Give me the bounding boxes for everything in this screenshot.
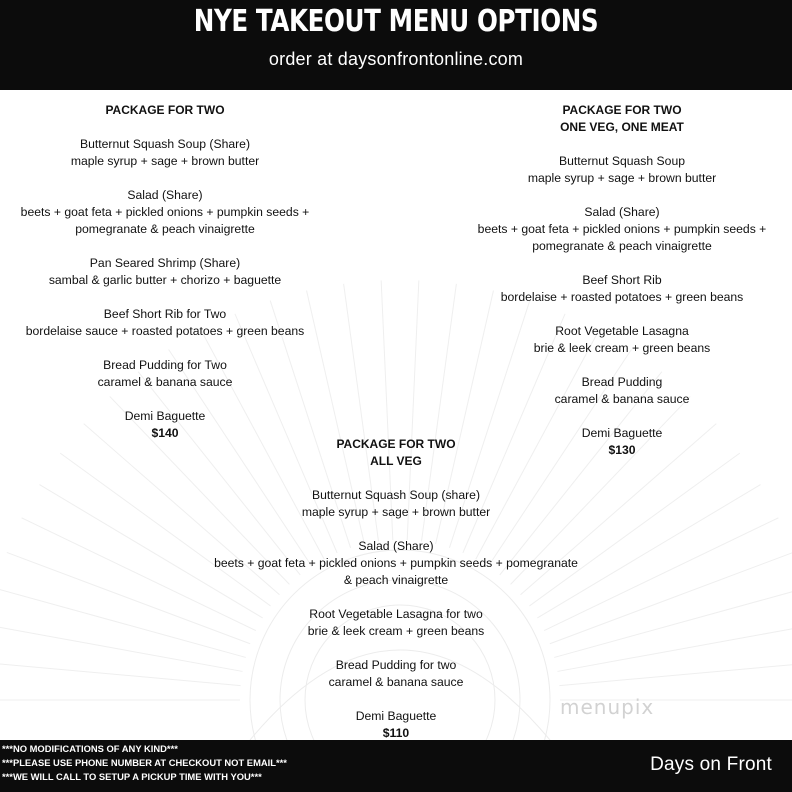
package-heading: ALL VEG bbox=[370, 454, 422, 468]
note-line: ***NO MODIFICATIONS OF ANY KIND*** bbox=[2, 743, 178, 754]
header-banner bbox=[0, 0, 792, 90]
menu-item-description: caramel & banana sauce bbox=[554, 392, 690, 406]
brand-name: Days on Front bbox=[650, 754, 772, 775]
menu-item-description: sambal & garlic butter + chorizo + baguette bbox=[48, 273, 282, 287]
menu-item-name: Beef Short Rib bbox=[582, 273, 662, 287]
package-price: $140 bbox=[151, 426, 179, 440]
menu-item-name: Beef Short Rib for Two bbox=[103, 307, 227, 321]
package-heading: PACKAGE FOR TWO bbox=[105, 103, 225, 117]
menu-item-description: beets + goat feta + pickled onions + pumpkin seeds + bbox=[477, 222, 767, 236]
menu-item-description: beets + goat feta + pickled onions + pumpkin seeds + pomegranate bbox=[214, 556, 578, 570]
page-title: NYE TAKEOUT MENU OPTIONS bbox=[193, 4, 599, 39]
menu-item-name: Pan Seared Shrimp (Share) bbox=[89, 256, 241, 270]
menu-item-name: Demi Baguette bbox=[581, 426, 663, 440]
watermark-logo: menupix bbox=[560, 695, 655, 719]
package-for-two bbox=[0, 102, 330, 442]
menu-item-name: Butternut Squash Soup bbox=[558, 154, 686, 168]
package-one-veg-one-meat bbox=[452, 102, 792, 459]
menu-item-description: brie & leek cream + green beans bbox=[533, 341, 711, 355]
menu-item-description: caramel & banana sauce bbox=[97, 375, 233, 389]
package-heading: PACKAGE FOR TWO bbox=[562, 103, 682, 117]
menu-item-description: beets + goat feta + pickled onions + pumpkin seeds + bbox=[20, 205, 310, 219]
menu-item-name: Salad (Share) bbox=[358, 539, 434, 553]
menu-item-description: pomegranate & peach vinaigrette bbox=[75, 222, 255, 236]
menu-item-description: caramel & banana sauce bbox=[328, 675, 464, 689]
menu-item-description: maple syrup + sage + brown butter bbox=[70, 154, 260, 168]
menu-item-description: & peach vinaigrette bbox=[343, 573, 449, 587]
menu-item-description: bordelaise sauce + roasted potatoes + green beans bbox=[25, 324, 305, 338]
menu-item-name: Bread Pudding for Two bbox=[103, 358, 227, 372]
menu-item-name: Butternut Squash Soup (share) bbox=[311, 488, 481, 502]
menu-item-name: Bread Pudding for two bbox=[335, 658, 457, 672]
menu-item-name: Demi Baguette bbox=[355, 709, 437, 723]
footer-bar bbox=[0, 740, 792, 792]
menu-item-description: maple syrup + sage + brown butter bbox=[527, 171, 717, 185]
package-all-veg bbox=[196, 436, 596, 742]
package-heading: PACKAGE FOR TWO bbox=[336, 437, 456, 451]
package-price: $110 bbox=[382, 726, 410, 740]
package-heading: ONE VEG, ONE MEAT bbox=[560, 120, 684, 134]
menu-item-description: pomegranate & peach vinaigrette bbox=[532, 239, 712, 253]
menu-item-name: Demi Baguette bbox=[124, 409, 206, 423]
note-line: ***WE WILL CALL TO SETUP A PICKUP TIME WITH YOU*** bbox=[2, 771, 262, 782]
menu-item-description: bordelaise + roasted potatoes + green beans bbox=[500, 290, 744, 304]
menu-item-name: Bread Pudding bbox=[581, 375, 663, 389]
footer-notes bbox=[2, 742, 287, 784]
menu-item-description: brie & leek cream + green beans bbox=[307, 624, 485, 638]
note-line: ***PLEASE USE PHONE NUMBER AT CHECKOUT NOT EMAIL*** bbox=[2, 757, 287, 768]
package-price: $130 bbox=[608, 443, 636, 457]
menu-item-name: Root Vegetable Lasagna bbox=[555, 324, 689, 338]
menu-item-name: Butternut Squash Soup (Share) bbox=[79, 137, 251, 151]
menu-item-name: Root Vegetable Lasagna for two bbox=[309, 607, 483, 621]
menu-item-name: Salad (Share) bbox=[127, 188, 203, 202]
menu-item-description: maple syrup + sage + brown butter bbox=[301, 505, 491, 519]
order-url: order at daysonfrontonline.com bbox=[268, 49, 524, 69]
menu-item-name: Salad (Share) bbox=[584, 205, 660, 219]
